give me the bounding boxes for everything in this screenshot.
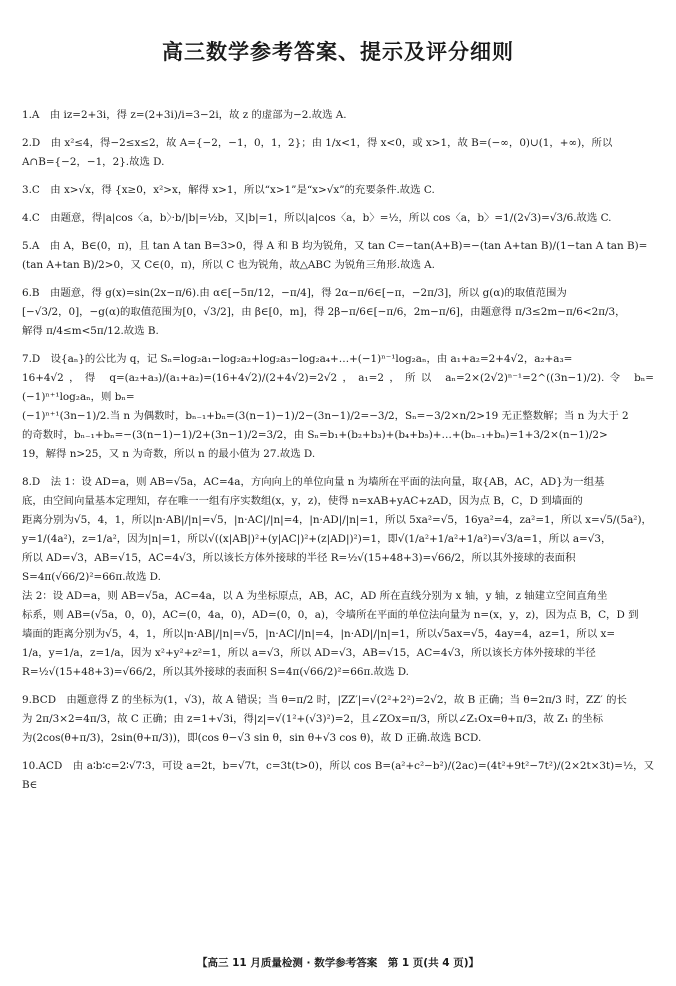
answer-list (22, 106, 654, 795)
answer-line: 为(2cos(θ+π/3)，2sin(θ+π/3))，即(cos θ−√3 sin θ，sin θ+√3 cos θ)，故 D 正确.故选 BCD. (22, 732, 482, 744)
answer-line: R=½√(15+48+3)=√66/2，所以其外接球的表面积 S=4π(√66/2)²=66π.故选 D. (22, 666, 409, 678)
answer-item (22, 284, 654, 341)
answer-line: 墙面的距离分别为√5，4，1，所以|n·AB|/|n|=√5，|n·AC|/|n|=4，|n·AD|/|n|=1，所以√5ax=√5，4ay=4，az=1，所以 x= (22, 628, 616, 640)
answer-item (22, 106, 654, 125)
answer-line: 为 2π/3×2=4π/3，故 C 正确；由 z=1+√3i，得|z|=√(1²+(√3)²)=2，且∠ZOx=π/3，所以∠Z₁Ox=θ+π/3，故 Z₁ 的坐标 (22, 713, 603, 725)
answer-line: 距离分别为√5，4，1，所以|n·AB|/|n|=√5，|n·AC|/|n|=4，|n·AD|/|n|=1，所以 5xa²=√5，16ya²=4，za²=1，所以 x=√5/(5a²)， (22, 514, 652, 526)
answer-line: 所以 AD=√3，AB=√15，AC=4√3，所以该长方体外接球的半径 R=½√(15+48+3)=√66/2，所以其外接球的表面积 (22, 552, 576, 564)
answer-line: 标系，则 AB=(√5a，0，0)，AC=(0，4a，0)，AD=(0，0，a)，令墙所在平面的单位法向量为 n=(x，y，z)，因为点 B，C，D 到 (22, 609, 639, 621)
answer-line: 16+4√2，得 q=(a₂+a₃)/(a₁+a₂)=(16+4√2)/(2+4√2)=2√2，a₁=2，所以 aₙ=2×(2√2)ⁿ⁻¹=2^((3n−1)/2).令 bₙ=(−1)ⁿ⁺¹log₂aₙ，则 bₙ= (22, 372, 654, 403)
answer-line: 6.B 由题意，得 g(x)=sin(2x−π/6).由 α∈[−5π/12，−π/4]，得 2α−π/6∈[−π，−2π/3]，所以 g(α)的取值范围为 (22, 287, 567, 299)
answer-line: 9.BCD 由题意得 Z 的坐标为(1，√3)，故 A 错误；当 θ=π/2 时，|ZZ′|=√(2²+2²)=2√2，故 B 正确；当 θ=2π/3 时，ZZ′ 的长 (22, 694, 627, 706)
answer-line: 10.ACD 由 a∶b∶c=2∶√7∶3，可设 a=2t，b=√7t，c=3t(t>0)，所以 cos B=(a²+c²−b²)/(2ac)=(4t²+9t²−7t²)/(2×2t×3t)=½，又 B∈ (22, 760, 654, 791)
answer-item (22, 237, 654, 275)
answer-line: 8.D 法 1：设 AD=a，则 AB=√5a，AC=4a，方向向上的单位向量 n 为墙所在平面的法向量，取{AB，AC，AD}为一组基 (22, 476, 605, 488)
answer-item (22, 757, 654, 795)
answer-item (22, 209, 654, 228)
answer-line: (tan A+tan B)/2>0，又 C∈(0，π)，所以 C 也为锐角，故△ABC 为锐角三角形.故选 A. (22, 259, 435, 271)
document-title: 高三数学参考答案、提示及评分细则 (162, 40, 514, 64)
answer-item (22, 181, 654, 200)
answer-line: 4.C 由题意，得|a|cos〈a，b〉·b/|b|=½b，又|b|=1，所以|a|cos〈a，b〉=½，所以 cos〈a，b〉=1/(2√3)=√3/6.故选 C. (22, 212, 612, 224)
answer-item (22, 691, 654, 748)
answer-item (22, 473, 654, 682)
answer-line: 的奇数时，bₙ₋₁+bₙ=−(3(n−1)−1)/2+(3n−1)/2=3/2，由 Sₙ=b₁+(b₂+b₃)+(b₄+b₅)+…+(bₙ₋₁+bₙ)=1+3/2×(n−1)/2> (22, 429, 608, 441)
answer-item (22, 350, 654, 464)
answer-line: 5.A 由 A，B∈(0，π)，且 tan A tan B=3>0，得 A 和 B 均为锐角，又 tan C=−tan(A+B)=−(tan A+tan B)/(1−tan A tan B)= (22, 240, 648, 252)
answer-line: y=1/(4a²)，z=1/a²，因为|n|=1，所以√((x|AB|)²+(y|AC|)²+(z|AD|)²)=1，即√(1/a²+1/a²+1/a²)=√3/a=1，所以 a=√3， (22, 533, 612, 545)
answer-line: 法 2：设 AD=a，则 AB=√5a，AC=4a，以 A 为坐标原点，AB，AC，AD 所在直线分别为 x 轴，y 轴，z 轴建立空间直角坐 (22, 590, 608, 602)
answer-line: 底，由空间向量基本定理知，存在唯一一组有序实数组(x，y，z)，使得 n=xAB+yAC+zAD，因为点 B，C，D 到墙面的 (22, 495, 583, 507)
answer-line: A∩B={−2，−1，2}.故选 D. (22, 156, 165, 168)
page-footer: 【高三 11 月质量检测 · 数学参考答案 第 1 页(共 4 页)】 (196, 957, 480, 969)
answer-line: S=4π(√66/2)²=66π.故选 D. (22, 571, 161, 583)
answer-line: 解得 π/4≤m<5π/12.故选 B. (22, 325, 159, 337)
answer-line: 19，解得 n>25，又 n 为奇数，所以 n 的最小值为 27.故选 D. (22, 448, 316, 460)
answer-line: (−1)ⁿ⁺¹(3n−1)/2.当 n 为偶数时，bₙ₋₁+bₙ=(3(n−1)−1)/2−(3n−1)/2=−3/2，Sₙ=−3/2×n/2>19 无正整数解；当 n 为大于 2 (22, 410, 629, 422)
answer-line: 1/a，y=1/a，z=1/a，因为 x²+y²+z²=1，所以 a=√3，所以 AD=√3，AB=√15，AC=4√3，所以该长方体外接球的半径 (22, 647, 596, 659)
answer-line: 3.C 由 x>√x，得 {x≥0，x²>x，解得 x>1，所以“x>1”是“x>√x”的充要条件.故选 C. (22, 184, 435, 196)
answer-line: 7.D 设{aₙ}的公比为 q，记 Sₙ=log₂a₁−log₂a₂+log₂a₃−log₂a₄+…+(−1)ⁿ⁻¹log₂aₙ，由 a₁+a₂=2+4√2，a₂+a₃= (22, 353, 573, 365)
answer-item (22, 134, 654, 172)
answer-line: 1.A 由 iz=2+3i，得 z=(2+3i)/i=3−2i，故 z 的虚部为−2.故选 A. (22, 109, 347, 121)
answer-line: 2.D 由 x²≤4，得−2≤x≤2，故 A={−2，−1，0，1，2}；由 1/x<1，得 x<0，或 x>1，故 B=(−∞，0)∪(1，+∞)，所以 (22, 137, 613, 149)
answer-line: [−√3/2，0]，−g(α)的取值范围为[0，√3/2]，由 β∈[0，m]，得 2β−π/6∈[−π/6，2m−π/6]，由题意得 π/3≤2m−π/6<2π/3， (22, 306, 626, 318)
